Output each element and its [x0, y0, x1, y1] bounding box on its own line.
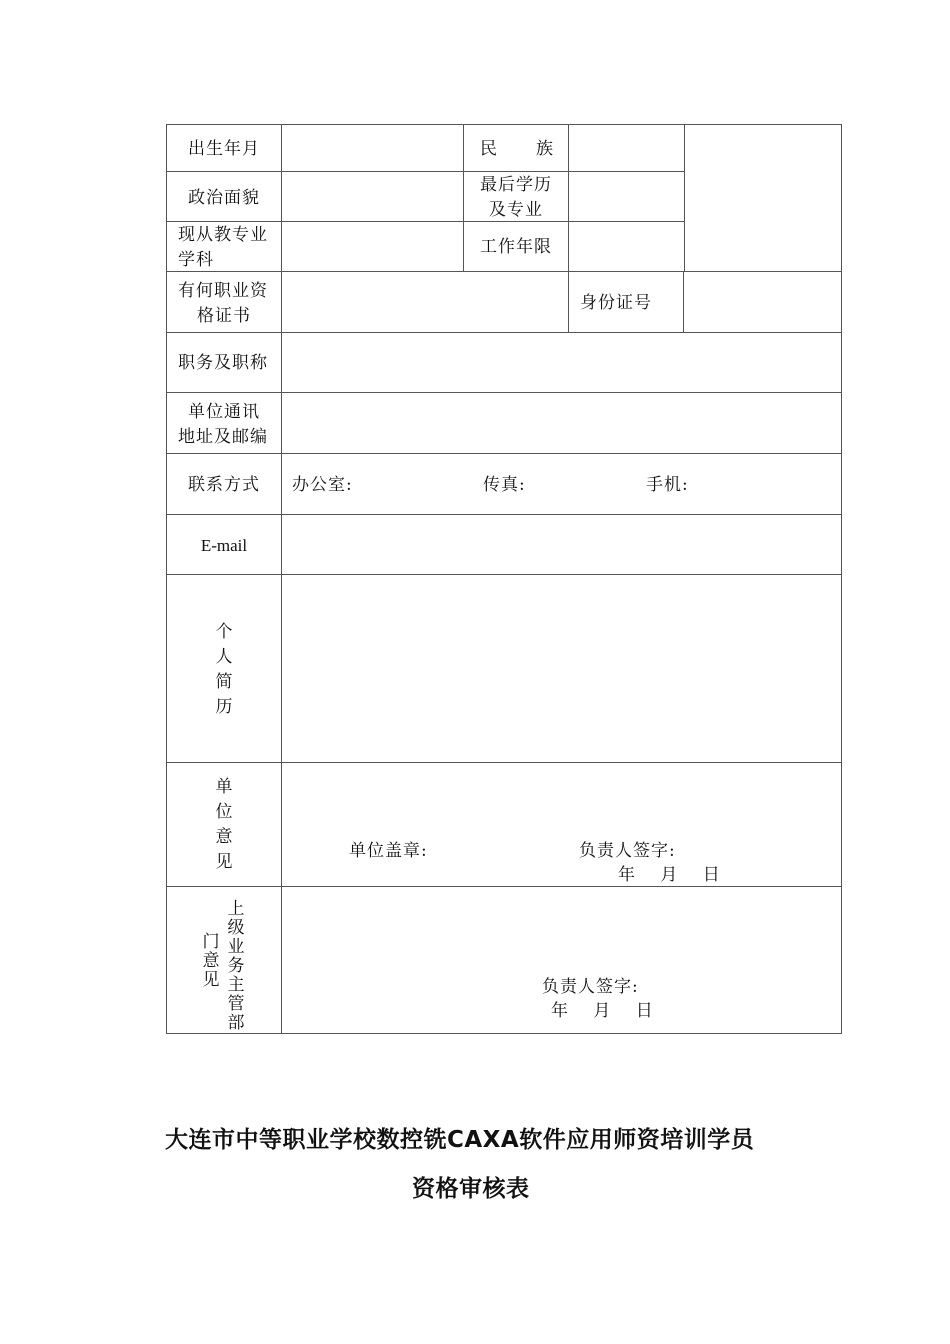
fax-label: 传真: [483, 475, 526, 495]
unit-seal-label: 单位盖章: [349, 841, 428, 861]
subject-label-line2: 学科 [178, 250, 214, 270]
id-number-label: 身份证号 [580, 293, 652, 313]
education-field[interactable] [569, 172, 684, 221]
unit-opinion-label-char: 见 [215, 852, 233, 872]
resume-label-char: 人 [215, 647, 233, 667]
email-field[interactable] [282, 515, 841, 574]
work-years-field[interactable] [569, 222, 684, 271]
document-title-line1: 大连市中等职业学校数控铣CAXA软件应用师资培训学员 [165, 1127, 755, 1153]
certificate-field[interactable] [282, 272, 568, 332]
superior-label-char: 级 [227, 918, 245, 938]
superior-label-char: 务 [227, 956, 245, 976]
office-phone-label: 办公室: [292, 475, 353, 495]
contact-label: 联系方式 [188, 475, 260, 495]
superior-date-label: 年 月 日 [551, 1001, 654, 1021]
superior-label-char: 意 [202, 951, 220, 971]
document-title-line2: 资格审核表 [412, 1176, 530, 1202]
position-title-field[interactable] [282, 333, 841, 392]
ethnic-label-char2: 族 [536, 139, 554, 159]
superior-label-char: 部 [227, 1013, 245, 1033]
unit-opinion-label-char: 位 [215, 802, 233, 822]
education-label-line2: 及专业 [489, 200, 543, 220]
ethnic-field[interactable] [569, 125, 684, 171]
political-status-label: 政治面貌 [188, 188, 260, 208]
resume-label-char: 简 [215, 672, 233, 692]
photo-box[interactable] [685, 125, 841, 271]
resume-label-char: 个 [215, 622, 233, 642]
superior-label-char: 见 [202, 970, 220, 990]
unit-opinion-label-char: 意 [215, 827, 233, 847]
certificate-label-line1: 有何职业资 [178, 281, 268, 301]
birth-date-field[interactable] [282, 125, 463, 171]
email-label: E-mail [200, 536, 248, 555]
work-years-label: 工作年限 [480, 237, 552, 257]
resume-label-char: 历 [215, 697, 233, 717]
id-number-field[interactable] [684, 272, 841, 332]
political-status-field[interactable] [282, 172, 463, 221]
position-title-label: 职务及职称 [178, 353, 268, 373]
ethnic-label-char1: 民 [480, 139, 498, 159]
superior-label-char: 主 [227, 975, 245, 995]
superior-signature-label: 负责人签字: [542, 977, 639, 997]
superior-label-char: 门 [202, 932, 220, 952]
subject-label-line1: 现从教专业 [178, 225, 268, 245]
superior-label-char: 业 [227, 937, 245, 957]
certificate-label-line2: 格证书 [197, 306, 251, 326]
subject-field[interactable] [282, 222, 463, 271]
education-label-line1: 最后学历 [480, 175, 552, 195]
mobile-label: 手机: [646, 475, 689, 495]
superior-label-char: 上 [227, 899, 245, 919]
address-field[interactable] [282, 393, 841, 453]
resume-field[interactable] [282, 575, 841, 762]
superior-label-char: 管 [227, 994, 245, 1014]
address-label-line2: 地址及邮编 [178, 427, 268, 447]
unit-signature-label: 负责人签字: [579, 841, 676, 861]
birth-date-label: 出生年月 [188, 139, 260, 159]
unit-date-label: 年 月 日 [618, 865, 721, 885]
address-label-line1: 单位通讯 [188, 402, 260, 422]
unit-opinion-label-char: 单 [215, 777, 233, 797]
